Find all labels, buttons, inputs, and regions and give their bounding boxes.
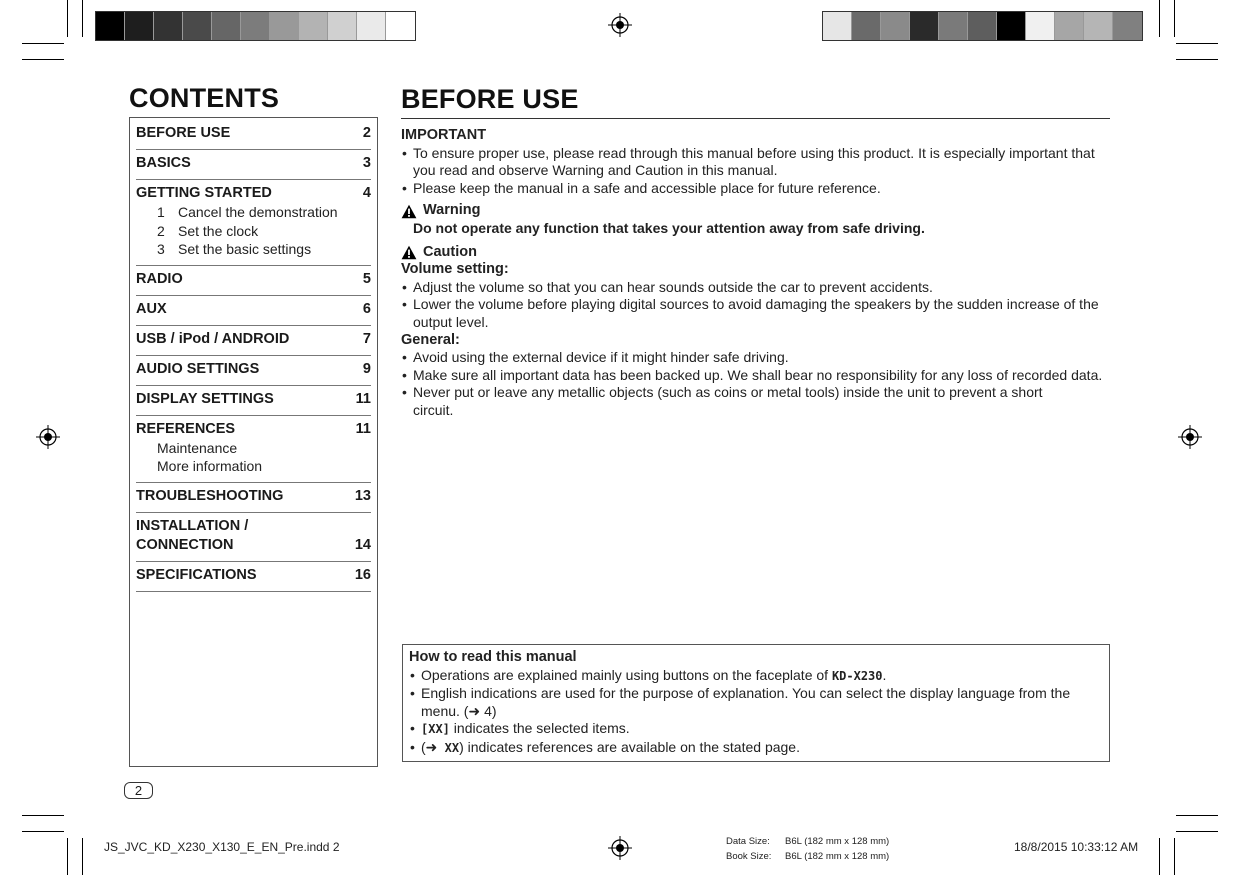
color-swatch xyxy=(241,12,270,40)
toc-entry xyxy=(136,483,371,513)
toc-entry-heading xyxy=(136,184,371,203)
crop-mark xyxy=(1159,0,1160,37)
general-bullet: • Never put or leave any metallic objects (such as coins or metal tools) inside the unit to prevent a short circuit. xyxy=(401,384,1113,419)
toc-entry xyxy=(136,180,371,266)
toc-subentry-label: Cancel the demonstration xyxy=(178,204,338,220)
toc-entry xyxy=(136,386,371,416)
howto-text: . xyxy=(882,666,887,683)
howto-text: English indications are used for the purpose of explanation. You can select the display language from the menu. ( xyxy=(421,685,1071,719)
crop-mark xyxy=(67,0,68,37)
toc-entry-page: 3 xyxy=(362,155,371,171)
page-reference: 4 xyxy=(480,702,492,719)
toc-subentry-number: 2 xyxy=(157,222,165,239)
before-use-content xyxy=(401,127,1113,420)
toc-entry-title: GETTING STARTED xyxy=(136,185,272,201)
crop-mark xyxy=(22,43,64,44)
howto-bullet xyxy=(409,667,1103,686)
toc-subentry xyxy=(136,457,371,476)
color-swatch xyxy=(939,12,968,40)
color-swatch xyxy=(125,12,154,40)
toc-entry-title: BEFORE USE xyxy=(136,125,231,141)
toc-entry-title: SPECIFICATIONS xyxy=(136,566,257,583)
crop-mark xyxy=(67,838,68,875)
toc-entry-heading xyxy=(136,390,371,409)
toc-entry xyxy=(136,266,371,296)
how-to-read-heading: How to read this manual xyxy=(409,649,577,665)
toc-entry-title: USB / iPod / ANDROID xyxy=(136,330,290,347)
registration-mark-icon xyxy=(608,836,632,860)
color-swatch xyxy=(386,12,415,40)
crop-mark xyxy=(22,59,64,60)
toc-entry-heading xyxy=(136,154,371,173)
general-bullet: • Make sure all important data has been backed up. We shall bear no responsibility for any loss of recorded data. xyxy=(401,367,1113,385)
color-calibration-bar-left xyxy=(95,11,416,41)
toc-entry-page: 2 xyxy=(362,125,371,141)
toc-entry xyxy=(136,562,371,592)
toc-entry xyxy=(136,120,371,150)
toc-entry xyxy=(136,416,371,483)
toc-entry-title: BASICS xyxy=(136,155,191,171)
how-to-read-box xyxy=(402,644,1110,762)
toc-entry-title: DISPLAY SETTINGS xyxy=(136,390,274,407)
title-rule xyxy=(401,118,1110,119)
color-swatch xyxy=(968,12,997,40)
page-number: 2 xyxy=(124,782,153,799)
color-swatch xyxy=(212,12,241,40)
toc-entry-heading xyxy=(136,270,371,289)
crop-mark xyxy=(82,838,83,875)
toc-entry-heading xyxy=(136,487,371,506)
crop-mark xyxy=(1159,838,1160,875)
toc-subentry xyxy=(136,439,371,458)
volume-setting-heading: Volume setting: xyxy=(401,261,509,278)
warning-heading xyxy=(401,202,1113,220)
toc-entry-heading xyxy=(136,517,371,555)
color-swatch xyxy=(154,12,183,40)
important-bullet: • Please keep the manual in a safe and accessible place for future reference. xyxy=(401,180,1113,198)
crop-mark xyxy=(1174,0,1175,37)
color-swatch xyxy=(299,12,328,40)
howto-text: ) indicates references are available on the stated page. xyxy=(459,738,800,755)
toc-entry-title: AUDIO SETTINGS xyxy=(136,360,260,377)
caution-label: Caution xyxy=(423,243,477,260)
caution-triangle-icon xyxy=(401,245,417,260)
toc-entry-heading xyxy=(136,300,371,319)
toc-entry xyxy=(136,150,371,180)
toc-entry-title: TROUBLESHOOTING xyxy=(136,487,284,504)
howto-bullet xyxy=(409,685,1103,720)
general-bullet: • Avoid using the external device if it might hinder safe driving. xyxy=(401,349,1113,367)
toc-entry-page: 11 xyxy=(355,420,371,437)
toc-entry-title: INSTALLATION / CONNECTION xyxy=(136,517,249,553)
toc-entry-page: 16 xyxy=(354,566,371,583)
toc-entry-heading xyxy=(136,360,371,379)
toc-entry-heading xyxy=(136,124,371,143)
footer-timestamp: 18/8/2015 10:33:12 AM xyxy=(1014,840,1139,854)
howto-bullet xyxy=(409,739,1103,758)
registration-mark-icon xyxy=(608,13,632,37)
table-of-contents xyxy=(136,120,371,592)
color-swatch xyxy=(270,12,299,40)
toc-subentry xyxy=(136,203,371,222)
warning-text: Do not operate any function that takes your attention away from safe driving. xyxy=(413,219,925,236)
registration-mark-icon xyxy=(36,425,60,449)
toc-entry-title: REFERENCES xyxy=(136,420,236,437)
model-name: KD-X230 xyxy=(831,668,883,683)
registration-mark-icon xyxy=(1178,425,1202,449)
toc-subentry xyxy=(136,222,371,241)
caution-heading xyxy=(401,244,1113,262)
warning-triangle-icon xyxy=(401,204,417,219)
toc-entry-title: RADIO xyxy=(136,270,183,287)
color-swatch xyxy=(328,12,357,40)
volume-bullet: • Adjust the volume so that you can hear sounds outside the car to prevent accidents. xyxy=(401,279,1113,297)
howto-text: ( xyxy=(421,738,426,755)
crop-mark xyxy=(1174,838,1175,875)
color-swatch xyxy=(1084,12,1113,40)
arrow-icon: ➜ xyxy=(468,702,481,719)
crop-mark xyxy=(1176,815,1218,816)
toc-entry-page: 7 xyxy=(362,330,371,347)
contents-title: CONTENTS xyxy=(129,83,280,113)
footer-data-size-label: Data Size: xyxy=(726,836,770,847)
reference-code: XX xyxy=(437,740,460,755)
toc-entry-heading xyxy=(136,330,371,349)
howto-text: ) xyxy=(491,702,497,719)
footer-book-size-label: Book Size: xyxy=(726,851,772,862)
color-swatch xyxy=(997,12,1026,40)
footer-book-size-value: B6L (182 mm x 128 mm) xyxy=(785,851,890,862)
toc-entry xyxy=(136,296,371,326)
arrow-icon: ➜ xyxy=(425,738,438,755)
color-swatch xyxy=(852,12,881,40)
howto-text: indicates the selected items. xyxy=(449,720,630,737)
selected-item-code: [XX] xyxy=(421,722,450,737)
crop-mark xyxy=(22,831,64,832)
color-swatch xyxy=(357,12,386,40)
toc-entry-page: 11 xyxy=(355,390,371,407)
toc-entry-heading xyxy=(136,566,371,585)
general-heading: General: xyxy=(401,331,460,348)
color-swatch xyxy=(881,12,910,40)
color-swatch xyxy=(910,12,939,40)
howto-bullet xyxy=(409,720,1103,739)
toc-subentry-label: Set the clock xyxy=(178,222,259,239)
toc-entry-page: 6 xyxy=(362,300,371,317)
toc-entry-page: 4 xyxy=(362,185,371,201)
color-swatch xyxy=(1026,12,1055,40)
important-heading: IMPORTANT xyxy=(401,127,487,143)
toc-subentry-label: More information xyxy=(157,458,263,474)
color-swatch xyxy=(1113,12,1142,40)
howto-text: Operations are explained mainly using buttons on the faceplate of xyxy=(421,666,832,683)
toc-subentry-label: Set the basic settings xyxy=(178,241,312,257)
color-calibration-bar-right xyxy=(822,11,1143,41)
toc-entry-page: 9 xyxy=(362,360,371,377)
toc-entry xyxy=(136,513,371,562)
toc-entry xyxy=(136,326,371,356)
toc-entry-page: 14 xyxy=(354,536,371,553)
section-title: BEFORE USE xyxy=(401,84,579,114)
footer-data-size-value: B6L (182 mm x 128 mm) xyxy=(785,836,890,847)
color-swatch xyxy=(823,12,852,40)
volume-bullet: • Lower the volume before playing digital sources to avoid damaging the speakers by the sudden increase of the output level. xyxy=(401,296,1113,331)
toc-entry-page: 5 xyxy=(362,270,371,287)
toc-entry-page: 13 xyxy=(354,487,371,504)
toc-entry-title: AUX xyxy=(136,300,167,317)
crop-mark xyxy=(22,815,64,816)
crop-mark xyxy=(1176,831,1218,832)
toc-entry-heading xyxy=(136,420,371,439)
toc-subentry-label: Maintenance xyxy=(157,439,238,456)
toc-entry xyxy=(136,356,371,386)
toc-subentry xyxy=(136,240,371,259)
color-swatch xyxy=(183,12,212,40)
color-swatch xyxy=(96,12,125,40)
toc-subentry-number: 3 xyxy=(157,241,165,257)
warning-label: Warning xyxy=(423,202,481,219)
color-swatch xyxy=(1055,12,1084,40)
crop-mark xyxy=(82,0,83,37)
crop-mark xyxy=(1176,59,1218,60)
toc-subentry-number: 1 xyxy=(157,204,165,220)
footer-filename: JS_JVC_KD_X230_X130_E_EN_Pre.indd 2 xyxy=(104,840,340,854)
important-bullet: • To ensure proper use, please read through this manual before using this product. It is especially important that you read and observe Warning and Caution in this manual. xyxy=(401,145,1113,180)
crop-mark xyxy=(1176,43,1218,44)
